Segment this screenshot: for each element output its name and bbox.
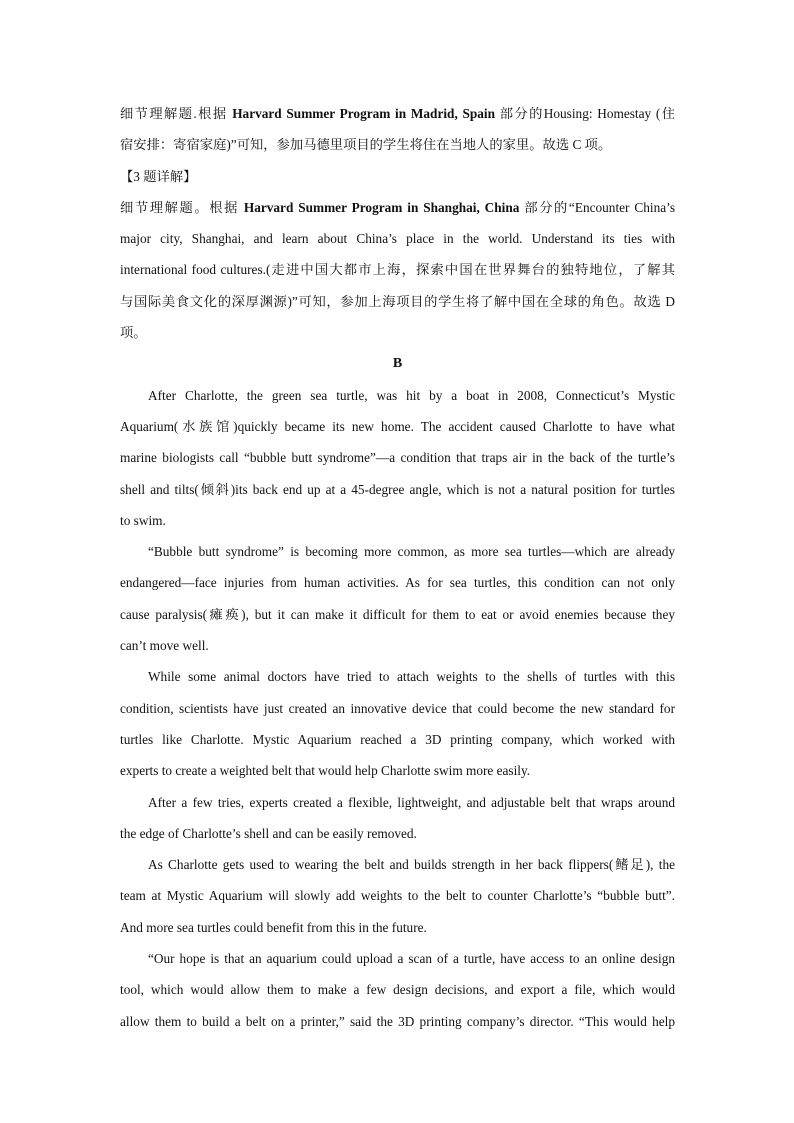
q2-line-2: 宿安排：寄宿家庭)”可知，参加马德里项目的学生将住在当地人的家里。故选 C 项。: [120, 137, 612, 153]
paragraph-line: can’t move well.: [120, 638, 209, 654]
q2-line-1: [120, 98, 675, 129]
q3-explanation: [120, 192, 675, 348]
paragraph-line: to swim.: [120, 512, 166, 528]
paragraph-line: endangered—face injuries from human activities. As for sea turtles, this condition can not only: [120, 575, 675, 591]
passage-paragraph-3: [120, 661, 675, 786]
text-segment: 部分的“Encounter China’s: [519, 199, 675, 215]
q3-line-1: [120, 192, 675, 223]
passage-paragraph-1: [120, 380, 675, 536]
paragraph-line: shell and tilts(倾斜)its back end up at a 45-degree angle, which is not a natural position for turtles: [120, 481, 675, 497]
q3-line-5: 项。: [120, 325, 147, 341]
text-segment: 细节理解题。根据: [120, 199, 244, 215]
passage-paragraph-2: [120, 536, 675, 661]
paragraph-line: After Charlotte, the green sea turtle, was hit by a boat in 2008, Connecticut’s Mystic: [148, 387, 675, 403]
paragraph-line: team at Mystic Aquarium will slowly add weights to the belt to counter Charlotte’s “bubble butt”.: [120, 888, 675, 904]
passage-title: B: [392, 356, 403, 372]
paragraph-line: experts to create a weighted belt that would help Charlotte swim more easily.: [120, 763, 531, 779]
paragraph-line: After a few tries, experts created a flexible, lightweight, and adjustable belt that wraps around: [148, 794, 675, 810]
document-page: [120, 98, 675, 1037]
text-segment: 细节理解题.根据: [120, 106, 233, 121]
paragraph-line: tool, which would allow them to make a few design decisions, and export a file, which would: [120, 982, 675, 998]
paragraph-line: allow them to build a belt on a printer,” said the 3D printing company’s director. “This would help: [120, 1013, 675, 1029]
q3-line-4: 与国际美食文化的深厚渊源)”可知，参加上海项目的学生将了解中国在全球的角色。故选 D: [120, 293, 675, 309]
text-segment: 部分的Housing: Homestay (住: [495, 106, 675, 121]
paragraph-line: turtles like Charlotte. Mystic Aquarium reached a 3D printing company, which worked with: [120, 731, 675, 747]
paragraph-line: marine biologists call “bubble butt syndrome”—a condition that traps air in the back of the turtle’s: [120, 450, 675, 466]
paragraph-line: “Bubble butt syndrome” is becoming more common, as more sea turtles—which are already: [148, 544, 675, 560]
passage-paragraph-4: [120, 787, 675, 850]
q2-explanation: [120, 98, 675, 161]
passage-paragraph-5: [120, 849, 675, 943]
paragraph-line: cause paralysis(瘫痪), but it can make it difficult for them to eat or avoid enemies because they: [120, 606, 675, 622]
paragraph-line: As Charlotte gets used to wearing the belt and builds strength in her back flippers(鳍足), the: [148, 857, 675, 873]
paragraph-line: And more sea turtles could benefit from this in the future.: [120, 919, 427, 935]
passage-paragraph-6: [120, 943, 675, 1037]
q3-line-2: major city, Shanghai, and learn about China’s place in the world. Understand its ties with: [120, 231, 675, 247]
paragraph-line: Aquarium(水族馆)quickly became its new home. The accident caused Charlotte to have what: [120, 418, 675, 434]
bold-program-name: Harvard Summer Program in Shanghai, China: [243, 199, 520, 215]
paragraph-line: the edge of Charlotte’s shell and can be easily removed.: [120, 825, 417, 841]
paragraph-line: While some animal doctors have tried to attach weights to the shells of turtles with this: [148, 669, 675, 685]
bold-program-name: Harvard Summer Program in Madrid, Spain: [232, 106, 496, 121]
q3-heading: 【3 题详解】: [120, 168, 197, 184]
paragraph-line: “Our hope is that an aquarium could upload a scan of a turtle, have access to an online design: [148, 951, 675, 967]
q3-line-3: international food cultures.(走进中国大都市上海，探索中国在世界舞台的独特地位，了解其: [120, 262, 675, 278]
paragraph-line: condition, scientists have just created an innovative device that could become the new standard for: [120, 700, 675, 716]
